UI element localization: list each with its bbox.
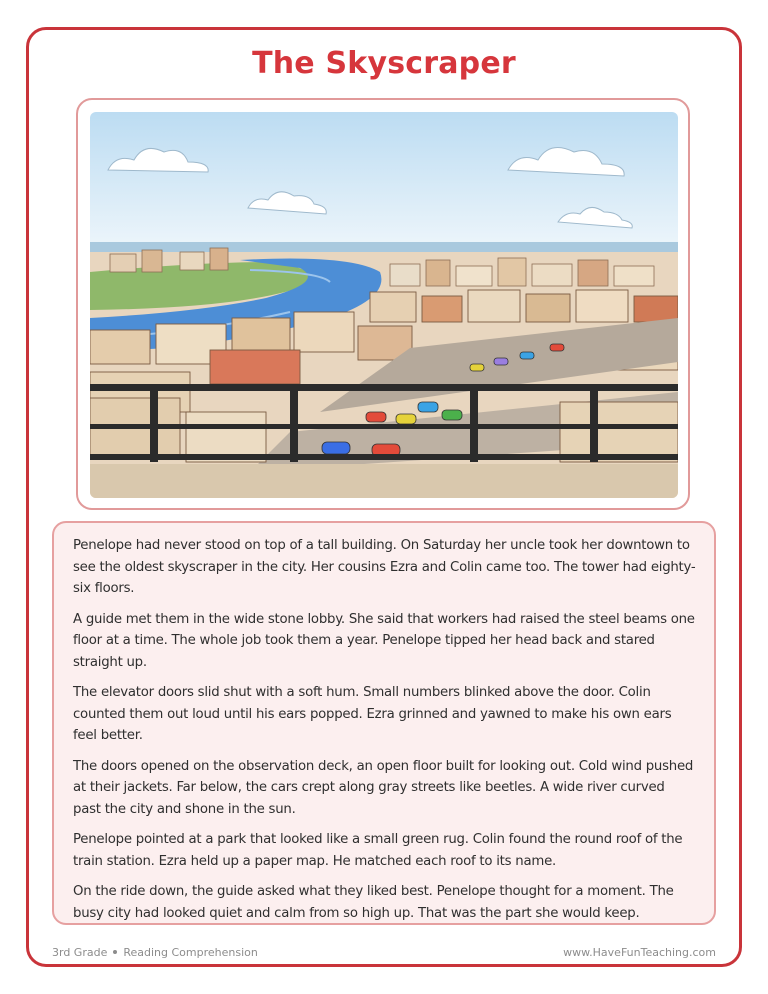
city-view-illustration [76,98,690,510]
page-title: The Skyscraper [252,46,516,81]
story-paragraph-3: The elevator doors slid shut with a soft hum. Small numbers blinked above the door. Colin counted them out loud until his ears popped. Ezra grinned and yawned to make his own ears feel better. [73,685,672,743]
footer-grade: 3rd Grade [52,946,108,959]
footer-grade-subject [52,946,258,959]
story-paragraph-2: A guide met them in the wide stone lobby. She said that workers had raised the steel beams one floor at a time. The whole job took them a year. Penelope tipped her head back and stared straight up. [73,611,695,670]
footer-subject: Reading Comprehension [123,946,258,959]
story-paragraph-6: On the ride down, the guide asked what they liked best. Penelope thought for a moment. The busy city had looked quiet and calm from so high up. That was the part she would keep. [73,884,674,921]
bullet-dot-icon [113,950,117,954]
story-passage [52,521,716,925]
skyline-picture [90,112,678,498]
story-paragraph-5: Penelope pointed at a park that looked like a small green rug. Colin found the round roof of the train station. Ezra held up a paper map. He matched each roof to its name. [73,832,683,869]
story-paragraph-4: The doors opened on the observation deck, an open floor built for looking out. Cold wind pushed at their jackets. Far below, the cars crept along gray streets like beetles. A wide river curved past the city and shone in the sun. [73,758,694,817]
story-paragraph-1: Penelope had never stood on top of a tall building. On Saturday her uncle took her downtown to see the oldest skyscraper in the city. Her cousins Ezra and Colin came too. The tower had eighty-six floors. [73,538,696,596]
footer-website[interactable]: www.HaveFunTeaching.com [563,946,716,959]
